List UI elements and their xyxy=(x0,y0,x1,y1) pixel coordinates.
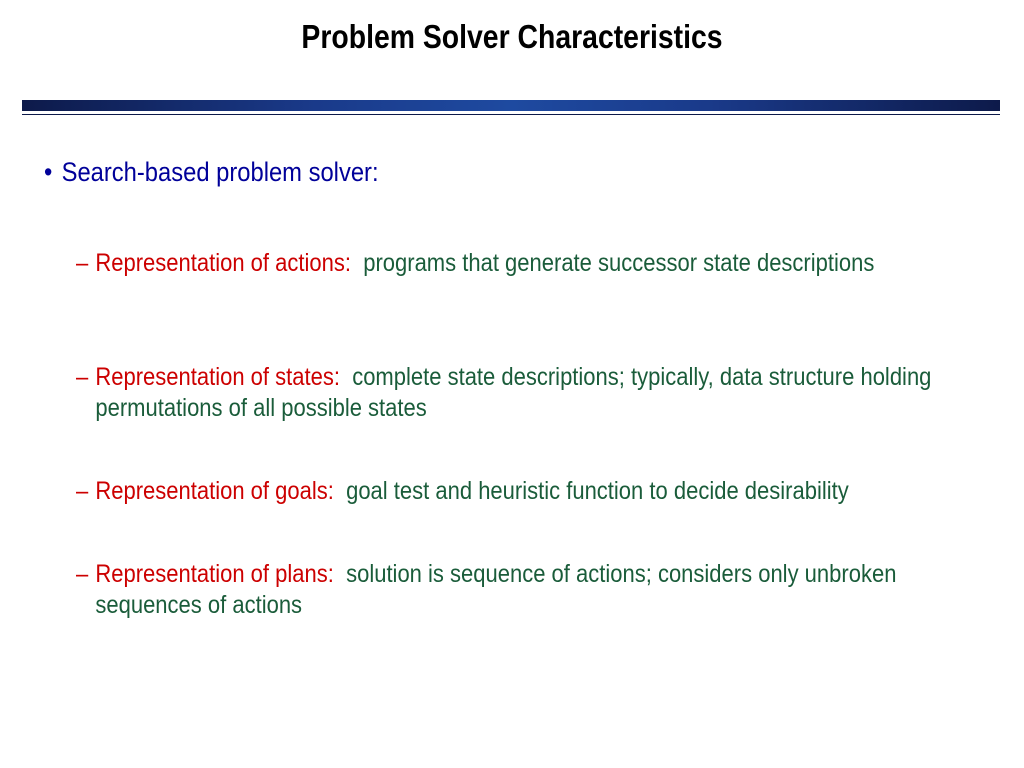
sub-item-label: Representation of plans: xyxy=(95,560,334,588)
sub-item-text xyxy=(95,248,956,279)
title-divider-line xyxy=(22,114,1000,115)
sub-item-marker: – xyxy=(76,477,89,505)
bullet-marker: • xyxy=(44,157,53,187)
slide-title: Problem Solver Characteristics xyxy=(301,18,723,55)
bullet-text: Search-based problem solver: xyxy=(61,157,379,187)
sub-item-label: Representation of actions: xyxy=(95,249,351,277)
title-divider-bar xyxy=(22,100,1000,111)
sub-item-plans xyxy=(76,559,956,621)
sub-item-actions xyxy=(76,248,956,279)
sub-item-marker: – xyxy=(76,363,89,391)
sub-item-description: programs that generate successor state descriptions xyxy=(363,249,875,277)
sub-item-goals xyxy=(76,476,956,507)
sub-item-description: solution is sequence of actions; considers only unbroken sequences of actions xyxy=(95,560,897,619)
sub-item-text xyxy=(95,476,956,507)
main-bullet xyxy=(44,157,379,188)
sub-item-label: Representation of goals: xyxy=(95,477,334,505)
sub-item-description: goal test and heuristic function to decide desirability xyxy=(346,477,849,505)
sub-item-text xyxy=(95,559,956,621)
sub-item-description: complete state descriptions; typically, data structure holding permutations of all possible states xyxy=(95,363,932,422)
sub-item-marker: – xyxy=(76,249,89,277)
sub-item-marker: – xyxy=(76,560,89,588)
sub-item-text xyxy=(95,362,956,424)
sub-item-states xyxy=(76,362,956,424)
sub-item-label: Representation of states: xyxy=(95,363,340,391)
